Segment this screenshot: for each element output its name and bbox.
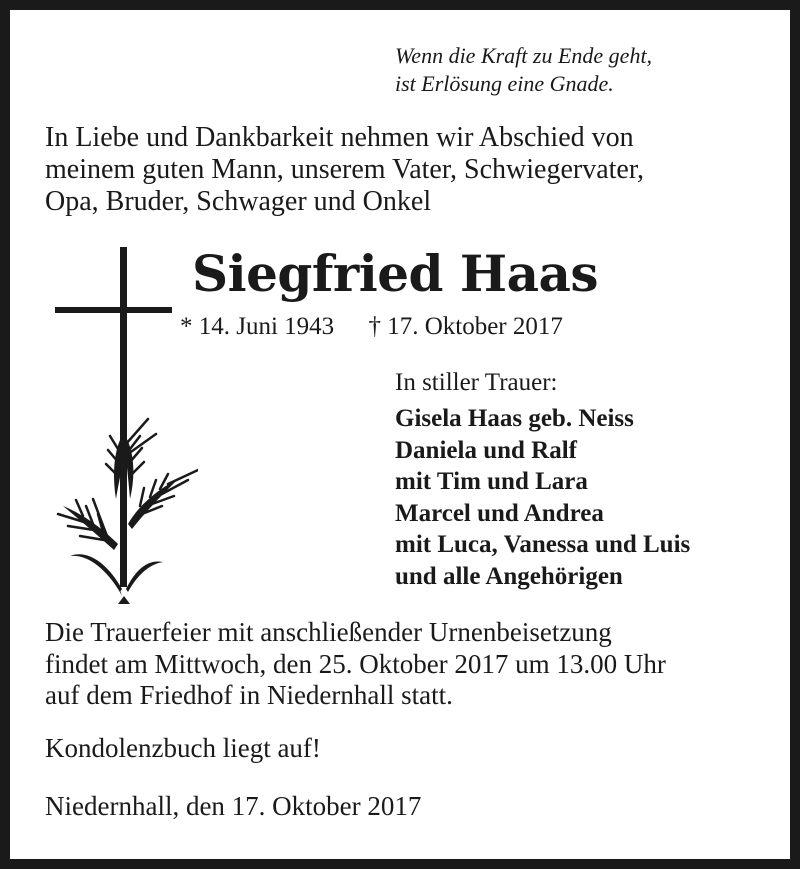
motto-line: ist Erlösung eine Gnade. <box>395 71 614 96</box>
condolence-note: Kondolenzbuch liegt auf! <box>45 733 321 763</box>
mourner-line: Daniela und Ralf <box>395 436 577 464</box>
mourner-line: mit Luca, Vanessa und Luis <box>395 531 691 558</box>
intro-text <box>45 122 644 218</box>
mourner-line: mit Tim und Lara <box>395 468 588 495</box>
place-date: Niedernhall, den 17. Oktober 2017 <box>45 791 422 821</box>
life-dates <box>180 312 563 342</box>
motto-quote <box>395 42 652 98</box>
motto-line: Wenn die Kraft zu Ende geht, <box>395 43 653 68</box>
mourner-line: Marcel und Andrea <box>395 499 604 527</box>
cross-with-wheat-icon <box>48 244 198 604</box>
obituary-notice <box>10 10 790 859</box>
mourners-label: In stiller Trauer: <box>395 369 558 396</box>
intro-line: meinem guten Mann, unserem Vater, Schwiegervater, <box>45 154 645 185</box>
mourner-line: Gisela Haas geb. Neiss <box>395 405 634 432</box>
intro-line: In Liebe und Dankbarkeit nehmen wir Abschied von <box>45 122 634 153</box>
mourner-line: und alle Angehörigen <box>395 562 623 590</box>
mourners-list <box>395 403 690 592</box>
death-date: † 17. Oktober 2017 <box>368 313 563 340</box>
service-line: findet am Mittwoch, den 25. Oktober 2017 um 13.00 Uhr <box>45 648 666 679</box>
funeral-service-info <box>45 617 666 712</box>
service-line: auf dem Friedhof in Niedernhall statt. <box>45 680 453 710</box>
service-line: Die Trauerfeier mit anschließender Urnenbeisetzung <box>45 617 612 647</box>
birth-date: * 14. Juni 1943 <box>180 313 335 340</box>
intro-line: Opa, Bruder, Schwager und Onkel <box>45 186 432 217</box>
deceased-name: Siegfried Haas <box>192 244 599 303</box>
